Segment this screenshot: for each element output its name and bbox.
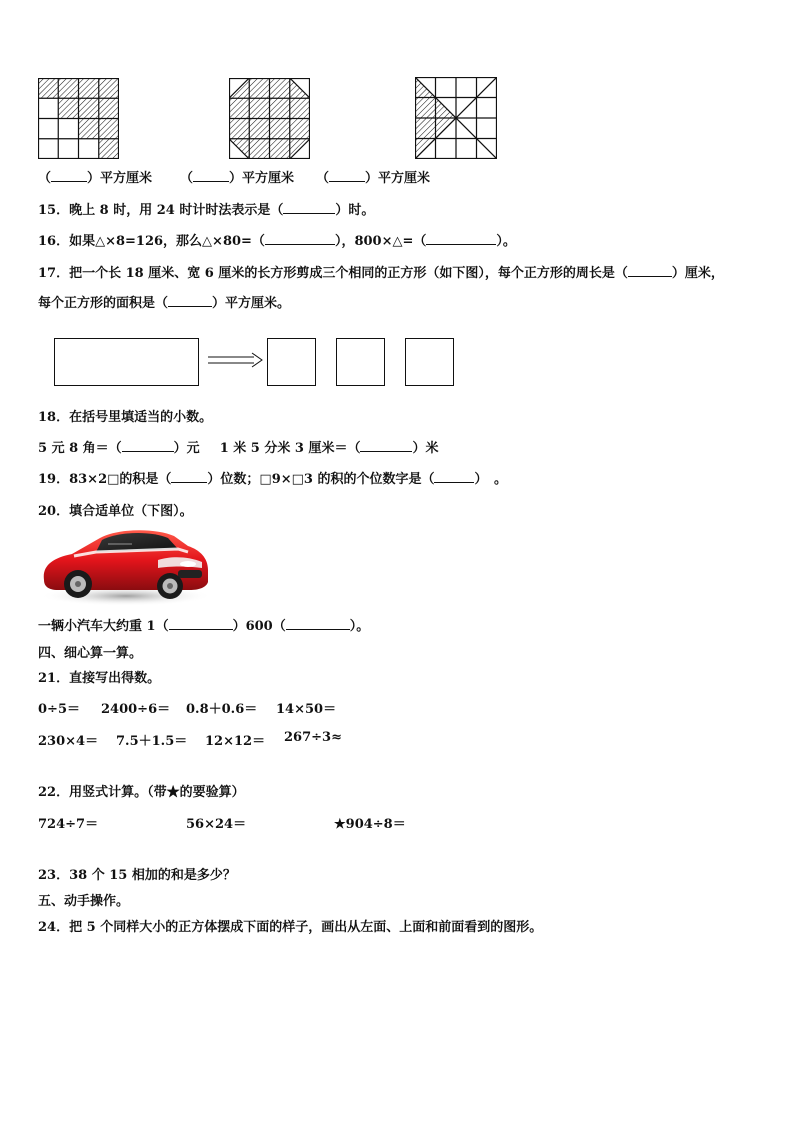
question-20-title: 20．填合适单位（下图）。 [38, 504, 193, 519]
question-18-title: 18．在括号里填适当的小数。 [38, 410, 213, 425]
arrow-right-icon [208, 352, 264, 372]
answer-blank[interactable] [168, 294, 212, 307]
calc-item: 2400÷6＝ [101, 702, 171, 717]
question-17-line-2: 每个正方形的面积是（ ）平方厘米。 [38, 296, 291, 311]
answer-blank[interactable] [51, 169, 87, 182]
car-image [38, 522, 210, 610]
calc-item: 7.5＋1.5＝ [116, 734, 188, 749]
section-5-heading: 五、动手操作。 [38, 894, 130, 909]
answer-blank[interactable] [360, 439, 412, 452]
question-17-line-1: 17．把一个长 18 厘米、宽 6 厘米的长方形剪成三个相同的正方形（如下图），每个正方形的周长是（ ）厘米， [38, 266, 724, 281]
rectangle-18x6 [54, 338, 199, 386]
section-4-heading: 四、细心算一算。 [38, 646, 143, 661]
answer-blank[interactable] [283, 201, 335, 214]
grid-caption-3: （ ）平方厘米 [316, 171, 431, 186]
grid-caption-2: （ ）平方厘米 [180, 171, 295, 186]
question-22-title: 22．用竖式计算。（带★的要验算） [38, 785, 245, 800]
question-21-title: 21．直接写出得数。 [38, 671, 161, 686]
answer-blank[interactable] [286, 617, 350, 630]
question-19: 19．83×2□的积是（ ）位数；□9×□3 的积的个位数字是（ ） 。 [38, 472, 507, 487]
grid-figure-3 [415, 77, 497, 159]
question-23: 23．38 个 15 相加的和是多少？ [38, 868, 236, 883]
question-15: 15．晚上 8 时，用 24 时计时法表示是（ ）时。 [38, 203, 375, 218]
answer-blank[interactable] [628, 264, 672, 277]
answer-blank[interactable] [426, 232, 496, 245]
calc-item: 724÷7＝ [38, 817, 99, 832]
grid-figure-1 [38, 78, 119, 159]
calc-item: 267÷3≈ [284, 730, 342, 745]
answer-blank[interactable] [265, 232, 335, 245]
square-1 [267, 338, 316, 386]
calc-item: 12×12＝ [205, 734, 266, 749]
calc-item: 14×50＝ [276, 702, 337, 717]
question-16: 16．如果△×8=126，那么△×80=（ ），800×△=（ ）。 [38, 234, 516, 249]
grid-caption-1: （ ）平方厘米 [38, 171, 153, 186]
answer-blank[interactable] [171, 470, 207, 483]
question-18-items: 5 元 8 角＝（ ）元 1 米 5 分米 3 厘米＝（ ）米 [38, 441, 439, 456]
calc-item: 230×4＝ [38, 734, 99, 749]
question-24: 24．把 5 个同样大小的正方体摆成下面的样子，画出从左面、上面和前面看到的图形。 [38, 920, 543, 935]
answer-blank[interactable] [169, 617, 233, 630]
grid-figure-2 [229, 78, 310, 159]
answer-blank[interactable] [122, 439, 174, 452]
answer-blank[interactable] [193, 169, 229, 182]
question-20-answer: 一辆小汽车大约重 1（ ）600（ ）。 [38, 619, 370, 634]
calc-item: 56×24＝ [186, 817, 247, 832]
calc-item: 0÷5＝ [38, 702, 80, 717]
calc-item: ★904÷8＝ [334, 817, 406, 832]
square-3 [405, 338, 454, 386]
square-2 [336, 338, 385, 386]
answer-blank[interactable] [329, 169, 365, 182]
calc-item: 0.8＋0.6＝ [186, 702, 258, 717]
answer-blank[interactable] [434, 470, 474, 483]
